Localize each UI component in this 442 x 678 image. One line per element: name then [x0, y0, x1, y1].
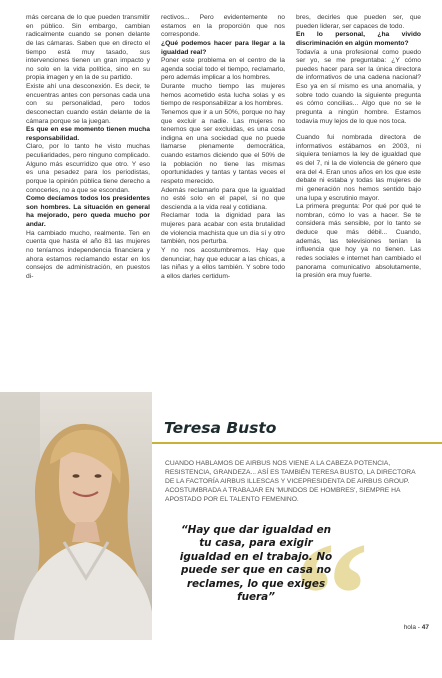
intro-paragraph: CUANDO HABLAMOS DE AIRBUS NOS VIENE A LA CABEZA POTENCIA, RESISTENCIA, GRANDEZA... ASÍ ES TAMBIÉN TERESA BUSTO, LA DIRECTORA DE LA FACTORÍA AIRBUS ILLESCAS Y VICEPRESIDENTA DE AIRBUS GROUP. ACOSTUMBRADA A TRABAJAR EN 'MUNDOS DE HOMBRES', SIEMPRE HA APOSTADO POR EL TALENTO FEMENINO. — [165, 460, 416, 503]
interview-question: En lo personal, ¿ha vivido discriminación en algún momento? — [296, 31, 421, 47]
body-paragraph: rectivos... Pero evidentemente no estamos en la proporción que nos corresponde. — [161, 14, 285, 39]
footer-separator: - — [415, 624, 422, 631]
portrait-photo — [0, 392, 152, 640]
page-footer — [404, 624, 429, 631]
body-paragraph: Claro, por lo tanto he visto muchas peculiaridades, pero ninguno complicado. Alguno más escurridizo que otro. Y eso es una pesadez para los periodistas, porque la opinión pública tiene derecho a conocerles, no a que se escondan. — [26, 143, 150, 194]
body-paragraph: Tenemos que ir a un 50%, porque no hay que excluir a nadie. Las mujeres no tenemos que ser excluidas, es una cosa indigna en una sociedad que no puede llamarse plenamente democrática, cuando estamos diciendo que el 50% de la población no tiene las mismas oportunidades y tantas y tantas veces el respeto merecido. — [161, 108, 285, 185]
body-paragraph: Cuando fui nombrada directora de informativos estábamos en 2003, ni siquiera teníamos la ley de igualdad que es del 7, ni la de violencia de género que era del 4. Eran unos años en los que este debate ni estaba y todas las mujeres de mi generación nos hemos sentido bajo una lupa y escrutinio mayor. — [296, 134, 421, 202]
body-paragraph: Y no nos acostumbremos. Hay que denunciar, hay que educar a las chicas, a las niñas y a ellos también. Y sobre todo a ellos darles certidum- — [161, 246, 285, 280]
interview-question: Como decíamos todos los presidentes son hombres. La situación en general ha mejorado, pero queda mucho por andar. — [26, 195, 150, 228]
quote-mark-graphic: “ — [294, 512, 369, 678]
body-paragraph: más cercana de lo que pueden transmitir en público. Sin embargo, cambian radicalmente cuando se ponen delante de las cámaras. Saben que en directo el tiempo está muy tasado, sus intervenciones tienen un gran impacto y no solo en la vida política, sino en su propia imagen y en la de su partido. — [26, 14, 150, 82]
body-paragraph: bres, decirles que pueden ser, que pueden liderar, ser capaces de todo. — [296, 14, 421, 30]
person-name: Teresa Busto — [164, 419, 277, 437]
body-paragraph: Durante mucho tiempo las mujeres hemos acometido esta lucha solas y es tiempo de responsabilizar a los hombres. — [161, 83, 285, 108]
body-paragraph: Poner este problema en el centro de la agenda social todo el tiempo, reclamarlo, pero además implicar a los hombres. — [161, 57, 285, 82]
article-column-3 — [296, 14, 421, 281]
body-paragraph: La primera pregunta: Por qué por qué te nombran, cómo lo vas a hacer. Se te considera más sensible, por lo tanto se deduce que más débil... Cuando, además, las televisiones tenían la influencia que hoy ya no tienen. Las redes sociales e internet han cambiado el panorama comunicativo absolutamente, la presión era muy fuerte. — [296, 203, 421, 280]
body-paragraph: Ha cambiado mucho, realmente. Ten en cuenta que hasta el año 81 las mujeres no teníamos independencia financiera y ahora estamos reclamando estar en los consejos de administración, en puestos di- — [26, 229, 150, 280]
footer-brand: hola — [403, 624, 416, 631]
interview-question: ¿Qué podemos hacer para llegar a la igualdad real? — [161, 39, 285, 56]
article-column-1 — [26, 14, 150, 281]
body-paragraph: Además reclamarlo para que la igualdad no esté solo en el papel, si no que descienda a la vida real y cotidiana. — [161, 186, 285, 211]
body-paragraph: Todavía a una profesional como puedo ser yo, se me preguntaba: ¿Y cómo puedes hacer para ser la única directora de informativos de una cadena nacional? Eso ya en sí mismo es una anomalía, y sobre todo cuando la siguiente pregunta es cómo concilias... Algo que no se le pregunta a ningún hombre. Estamos todavía muy lejos de lo que nos toca. — [296, 48, 421, 125]
name-underline — [152, 442, 442, 444]
page-number: 47 — [421, 624, 429, 631]
paragraph-gap — [296, 126, 421, 134]
portrait-illustration — [0, 392, 152, 640]
interview-question: Es que en ese momento tienen mucha responsabilidad. — [26, 126, 150, 142]
body-paragraph: Existe ahí una desconexión. Es decir, te encuentras antes con personas cada una con su personalidad, pero todos desconectan cuando están delante de la cámara porque se la juegan. — [26, 83, 150, 125]
body-paragraph: Reclamar toda la dignidad para las mujeres para acabar con esta brutalidad de violencia machista que un día sí y otro también, nos perturba. — [161, 212, 285, 246]
article-column-2 — [161, 14, 285, 281]
pull-quote: “Hay que dar igualdad en tu casa, para exigir igualdad en el trabajo. No puede ser que en casa no reclames, lo que exiges fuera” — [179, 524, 333, 604]
